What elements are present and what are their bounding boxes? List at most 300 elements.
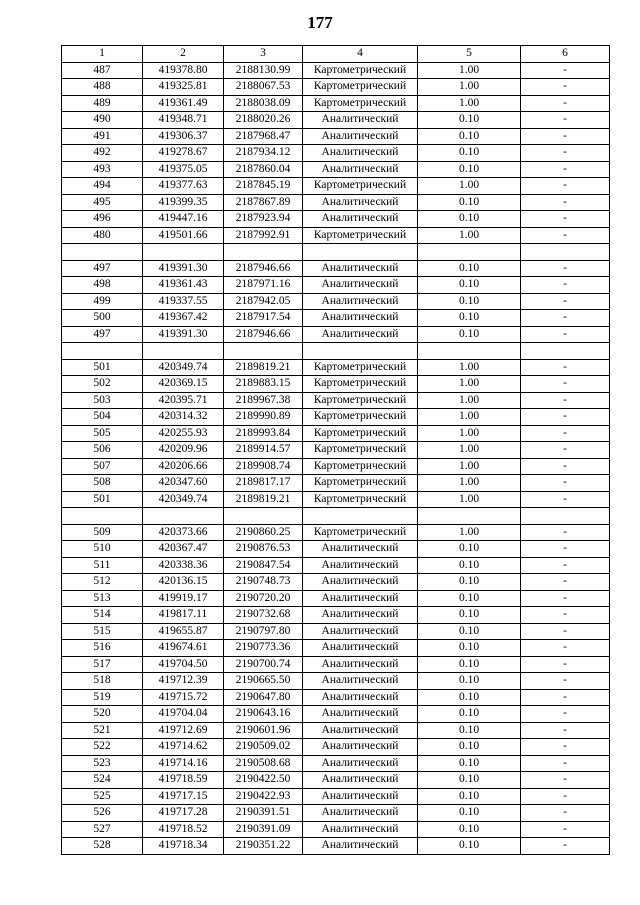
- point-number-cell: 499: [62, 293, 143, 310]
- accuracy-cell: 1.00: [418, 491, 521, 508]
- x-coordinate-cell: 419348.71: [143, 112, 224, 129]
- method-cell: Картометрический: [303, 475, 418, 492]
- method-cell: Аналитический: [303, 277, 418, 294]
- point-number-cell: 527: [62, 821, 143, 838]
- x-coordinate-cell: 419375.05: [143, 161, 224, 178]
- point-number-cell: 504: [62, 409, 143, 426]
- point-number-cell: 509: [62, 524, 143, 541]
- note-cell: -: [521, 62, 610, 79]
- method-cell: Картометрический: [303, 458, 418, 475]
- method-cell: [303, 508, 418, 525]
- note-cell: -: [521, 689, 610, 706]
- note-cell: -: [521, 211, 610, 228]
- column-header: 1: [62, 46, 143, 63]
- note-cell: -: [521, 656, 610, 673]
- x-coordinate-cell: 420314.32: [143, 409, 224, 426]
- y-coordinate-cell: 2187867.89: [224, 194, 303, 211]
- accuracy-cell: 0.10: [418, 590, 521, 607]
- table-row: [62, 244, 610, 261]
- table-row: [62, 326, 610, 343]
- point-number-cell: 502: [62, 376, 143, 393]
- y-coordinate-cell: 2189883.15: [224, 376, 303, 393]
- x-coordinate-cell: 420367.47: [143, 541, 224, 558]
- table-row: [62, 145, 610, 162]
- point-number-cell: 521: [62, 722, 143, 739]
- table-row: [62, 590, 610, 607]
- point-number-cell: 496: [62, 211, 143, 228]
- note-cell: -: [521, 392, 610, 409]
- x-coordinate-cell: 419399.35: [143, 194, 224, 211]
- x-coordinate-cell: 419718.52: [143, 821, 224, 838]
- table-row: [62, 359, 610, 376]
- point-number-cell: 516: [62, 640, 143, 657]
- point-number-cell: 525: [62, 788, 143, 805]
- note-cell: -: [521, 590, 610, 607]
- note-cell: -: [521, 145, 610, 162]
- coordinates-table: [61, 45, 610, 855]
- point-number-cell: 501: [62, 491, 143, 508]
- point-number-cell: [62, 244, 143, 261]
- table-row: [62, 458, 610, 475]
- x-coordinate-cell: 419704.50: [143, 656, 224, 673]
- method-cell: Аналитический: [303, 805, 418, 822]
- accuracy-cell: 0.10: [418, 722, 521, 739]
- x-coordinate-cell: 419325.81: [143, 79, 224, 96]
- note-cell: -: [521, 326, 610, 343]
- x-coordinate-cell: 419655.87: [143, 623, 224, 640]
- method-cell: Аналитический: [303, 640, 418, 657]
- note-cell: -: [521, 128, 610, 145]
- note-cell: -: [521, 458, 610, 475]
- table-row: [62, 722, 610, 739]
- method-cell: Аналитический: [303, 310, 418, 327]
- note-cell: -: [521, 194, 610, 211]
- table-row: [62, 95, 610, 112]
- x-coordinate-cell: 419717.15: [143, 788, 224, 805]
- accuracy-cell: 1.00: [418, 458, 521, 475]
- accuracy-cell: 1.00: [418, 376, 521, 393]
- method-cell: Аналитический: [303, 788, 418, 805]
- method-cell: Аналитический: [303, 838, 418, 855]
- column-header: 2: [143, 46, 224, 63]
- accuracy-cell: 0.10: [418, 211, 521, 228]
- y-coordinate-cell: 2187946.66: [224, 326, 303, 343]
- y-coordinate-cell: 2190422.50: [224, 772, 303, 789]
- accuracy-cell: 0.10: [418, 574, 521, 591]
- y-coordinate-cell: 2190732.68: [224, 607, 303, 624]
- column-header: 3: [224, 46, 303, 63]
- method-cell: Картометрический: [303, 178, 418, 195]
- point-number-cell: 517: [62, 656, 143, 673]
- accuracy-cell: 0.10: [418, 145, 521, 162]
- note-cell: -: [521, 161, 610, 178]
- y-coordinate-cell: 2187917.54: [224, 310, 303, 327]
- y-coordinate-cell: 2187934.12: [224, 145, 303, 162]
- method-cell: Аналитический: [303, 161, 418, 178]
- note-cell: -: [521, 755, 610, 772]
- point-number-cell: 523: [62, 755, 143, 772]
- note-cell: -: [521, 491, 610, 508]
- accuracy-cell: 1.00: [418, 524, 521, 541]
- y-coordinate-cell: 2187942.05: [224, 293, 303, 310]
- table-row: [62, 805, 610, 822]
- accuracy-cell: 0.10: [418, 112, 521, 129]
- x-coordinate-cell: 419278.67: [143, 145, 224, 162]
- note-cell: -: [521, 227, 610, 244]
- note-cell: -: [521, 623, 610, 640]
- table-row: [62, 656, 610, 673]
- accuracy-cell: 0.10: [418, 194, 521, 211]
- table-row: [62, 821, 610, 838]
- accuracy-cell: 1.00: [418, 392, 521, 409]
- method-cell: Аналитический: [303, 607, 418, 624]
- point-number-cell: 526: [62, 805, 143, 822]
- y-coordinate-cell: 2189993.84: [224, 425, 303, 442]
- note-cell: -: [521, 722, 610, 739]
- table-row: [62, 227, 610, 244]
- table-row: [62, 755, 610, 772]
- accuracy-cell: 0.10: [418, 277, 521, 294]
- method-cell: Аналитический: [303, 326, 418, 343]
- table-row: [62, 508, 610, 525]
- accuracy-cell: 1.00: [418, 442, 521, 459]
- point-number-cell: 493: [62, 161, 143, 178]
- x-coordinate-cell: 420349.74: [143, 359, 224, 376]
- table-row: [62, 128, 610, 145]
- table-row: [62, 178, 610, 195]
- table-row: [62, 343, 610, 360]
- point-number-cell: 488: [62, 79, 143, 96]
- x-coordinate-cell: 420255.93: [143, 425, 224, 442]
- method-cell: Картометрический: [303, 524, 418, 541]
- method-cell: Аналитический: [303, 128, 418, 145]
- accuracy-cell: 0.10: [418, 739, 521, 756]
- accuracy-cell: [418, 508, 521, 525]
- point-number-cell: 495: [62, 194, 143, 211]
- accuracy-cell: 0.10: [418, 260, 521, 277]
- y-coordinate-cell: 2190773.36: [224, 640, 303, 657]
- table-row: [62, 623, 610, 640]
- accuracy-cell: 1.00: [418, 227, 521, 244]
- accuracy-cell: 0.10: [418, 541, 521, 558]
- x-coordinate-cell: 419337.55: [143, 293, 224, 310]
- table-row: [62, 161, 610, 178]
- column-header: 6: [521, 46, 610, 63]
- y-coordinate-cell: 2190601.96: [224, 722, 303, 739]
- x-coordinate-cell: 419712.69: [143, 722, 224, 739]
- point-number-cell: 524: [62, 772, 143, 789]
- point-number-cell: 500: [62, 310, 143, 327]
- table-row: [62, 640, 610, 657]
- table-row: [62, 689, 610, 706]
- note-cell: -: [521, 541, 610, 558]
- x-coordinate-cell: 419704.04: [143, 706, 224, 723]
- y-coordinate-cell: 2189914.57: [224, 442, 303, 459]
- point-number-cell: 497: [62, 326, 143, 343]
- x-coordinate-cell: 420349.74: [143, 491, 224, 508]
- accuracy-cell: 0.10: [418, 788, 521, 805]
- point-number-cell: 491: [62, 128, 143, 145]
- method-cell: Аналитический: [303, 821, 418, 838]
- method-cell: Картометрический: [303, 425, 418, 442]
- table-row: [62, 293, 610, 310]
- y-coordinate-cell: 2187923.94: [224, 211, 303, 228]
- note-cell: -: [521, 260, 610, 277]
- method-cell: Аналитический: [303, 211, 418, 228]
- y-coordinate-cell: 2190847.54: [224, 557, 303, 574]
- note-cell: -: [521, 112, 610, 129]
- column-header: 5: [418, 46, 521, 63]
- y-coordinate-cell: 2190647.80: [224, 689, 303, 706]
- table-row: [62, 194, 610, 211]
- y-coordinate-cell: 2189819.21: [224, 491, 303, 508]
- y-coordinate-cell: 2187971.16: [224, 277, 303, 294]
- x-coordinate-cell: 420347.60: [143, 475, 224, 492]
- y-coordinate-cell: 2188067.53: [224, 79, 303, 96]
- table-row: [62, 79, 610, 96]
- method-cell: Аналитический: [303, 722, 418, 739]
- x-coordinate-cell: 419717.28: [143, 805, 224, 822]
- note-cell: -: [521, 376, 610, 393]
- accuracy-cell: 0.10: [418, 161, 521, 178]
- note-cell: -: [521, 706, 610, 723]
- page-number: 177: [307, 13, 333, 32]
- x-coordinate-cell: 419361.43: [143, 277, 224, 294]
- x-coordinate-cell: 419714.62: [143, 739, 224, 756]
- accuracy-cell: 1.00: [418, 95, 521, 112]
- y-coordinate-cell: 2190391.09: [224, 821, 303, 838]
- note-cell: -: [521, 79, 610, 96]
- point-number-cell: 511: [62, 557, 143, 574]
- accuracy-cell: 0.10: [418, 821, 521, 838]
- table-row: [62, 557, 610, 574]
- point-number-cell: 514: [62, 607, 143, 624]
- x-coordinate-cell: 419306.37: [143, 128, 224, 145]
- method-cell: Картометрический: [303, 227, 418, 244]
- accuracy-cell: 1.00: [418, 475, 521, 492]
- y-coordinate-cell: 2188020.26: [224, 112, 303, 129]
- accuracy-cell: 0.10: [418, 293, 521, 310]
- y-coordinate-cell: 2190422.93: [224, 788, 303, 805]
- x-coordinate-cell: 419367.42: [143, 310, 224, 327]
- point-number-cell: 489: [62, 95, 143, 112]
- note-cell: [521, 343, 610, 360]
- y-coordinate-cell: 2189967.38: [224, 392, 303, 409]
- accuracy-cell: 0.10: [418, 772, 521, 789]
- y-coordinate-cell: 2189819.21: [224, 359, 303, 376]
- method-cell: Аналитический: [303, 706, 418, 723]
- point-number-cell: 506: [62, 442, 143, 459]
- method-cell: Аналитический: [303, 623, 418, 640]
- accuracy-cell: 0.10: [418, 310, 521, 327]
- point-number-cell: 494: [62, 178, 143, 195]
- method-cell: Картометрический: [303, 95, 418, 112]
- accuracy-cell: 0.10: [418, 623, 521, 640]
- point-number-cell: 519: [62, 689, 143, 706]
- method-cell: [303, 244, 418, 261]
- accuracy-cell: 0.10: [418, 557, 521, 574]
- point-number-cell: 503: [62, 392, 143, 409]
- note-cell: -: [521, 607, 610, 624]
- y-coordinate-cell: 2188038.09: [224, 95, 303, 112]
- y-coordinate-cell: 2190720.20: [224, 590, 303, 607]
- note-cell: -: [521, 838, 610, 855]
- method-cell: Картометрический: [303, 62, 418, 79]
- note-cell: -: [521, 409, 610, 426]
- method-cell: Аналитический: [303, 112, 418, 129]
- method-cell: Картометрический: [303, 376, 418, 393]
- method-cell: Аналитический: [303, 739, 418, 756]
- method-cell: Аналитический: [303, 656, 418, 673]
- note-cell: [521, 508, 610, 525]
- method-cell: Картометрический: [303, 409, 418, 426]
- y-coordinate-cell: 2187946.66: [224, 260, 303, 277]
- note-cell: -: [521, 673, 610, 690]
- accuracy-cell: 0.10: [418, 128, 521, 145]
- x-coordinate-cell: [143, 508, 224, 525]
- method-cell: Аналитический: [303, 541, 418, 558]
- note-cell: -: [521, 788, 610, 805]
- y-coordinate-cell: 2187845.19: [224, 178, 303, 195]
- x-coordinate-cell: 419718.34: [143, 838, 224, 855]
- table-row: [62, 310, 610, 327]
- x-coordinate-cell: 419501.66: [143, 227, 224, 244]
- method-cell: Аналитический: [303, 673, 418, 690]
- x-coordinate-cell: 419391.30: [143, 326, 224, 343]
- method-cell: Аналитический: [303, 557, 418, 574]
- y-coordinate-cell: 2187860.04: [224, 161, 303, 178]
- point-number-cell: 490: [62, 112, 143, 129]
- y-coordinate-cell: 2190509.02: [224, 739, 303, 756]
- point-number-cell: [62, 508, 143, 525]
- x-coordinate-cell: 420369.15: [143, 376, 224, 393]
- accuracy-cell: 1.00: [418, 62, 521, 79]
- x-coordinate-cell: [143, 343, 224, 360]
- method-cell: Картометрический: [303, 79, 418, 96]
- note-cell: -: [521, 524, 610, 541]
- accuracy-cell: 0.10: [418, 805, 521, 822]
- x-coordinate-cell: 420136.15: [143, 574, 224, 591]
- x-coordinate-cell: 419712.39: [143, 673, 224, 690]
- x-coordinate-cell: 419919.17: [143, 590, 224, 607]
- note-cell: -: [521, 178, 610, 195]
- method-cell: [303, 343, 418, 360]
- note-cell: -: [521, 359, 610, 376]
- note-cell: -: [521, 277, 610, 294]
- table-row: [62, 772, 610, 789]
- y-coordinate-cell: 2187968.47: [224, 128, 303, 145]
- y-coordinate-cell: 2188130.99: [224, 62, 303, 79]
- table-row: [62, 574, 610, 591]
- note-cell: -: [521, 805, 610, 822]
- note-cell: -: [521, 739, 610, 756]
- x-coordinate-cell: 419377.63: [143, 178, 224, 195]
- accuracy-cell: 0.10: [418, 640, 521, 657]
- x-coordinate-cell: 420209.96: [143, 442, 224, 459]
- point-number-cell: 528: [62, 838, 143, 855]
- point-number-cell: 508: [62, 475, 143, 492]
- method-cell: Картометрический: [303, 359, 418, 376]
- method-cell: Картометрический: [303, 491, 418, 508]
- note-cell: -: [521, 475, 610, 492]
- x-coordinate-cell: 420206.66: [143, 458, 224, 475]
- x-coordinate-cell: 419715.72: [143, 689, 224, 706]
- method-cell: Аналитический: [303, 772, 418, 789]
- table-row: [62, 838, 610, 855]
- table-row: [62, 673, 610, 690]
- point-number-cell: 505: [62, 425, 143, 442]
- point-number-cell: 497: [62, 260, 143, 277]
- y-coordinate-cell: 2187992.91: [224, 227, 303, 244]
- method-cell: Аналитический: [303, 260, 418, 277]
- accuracy-cell: 1.00: [418, 178, 521, 195]
- table-row: [62, 211, 610, 228]
- method-cell: Аналитический: [303, 689, 418, 706]
- accuracy-cell: 1.00: [418, 409, 521, 426]
- x-coordinate-cell: 419361.49: [143, 95, 224, 112]
- accuracy-cell: 0.10: [418, 838, 521, 855]
- y-coordinate-cell: 2189908.74: [224, 458, 303, 475]
- point-number-cell: 520: [62, 706, 143, 723]
- table-row: [62, 491, 610, 508]
- note-cell: -: [521, 95, 610, 112]
- accuracy-cell: 1.00: [418, 359, 521, 376]
- accuracy-cell: 0.10: [418, 607, 521, 624]
- column-header: 4: [303, 46, 418, 63]
- point-number-cell: [62, 343, 143, 360]
- table-row: [62, 425, 610, 442]
- y-coordinate-cell: 2190860.25: [224, 524, 303, 541]
- x-coordinate-cell: 419378.80: [143, 62, 224, 79]
- point-number-cell: 492: [62, 145, 143, 162]
- table-row: [62, 524, 610, 541]
- x-coordinate-cell: 419674.61: [143, 640, 224, 657]
- y-coordinate-cell: 2189990.89: [224, 409, 303, 426]
- point-number-cell: 512: [62, 574, 143, 591]
- table-row: [62, 277, 610, 294]
- accuracy-cell: 0.10: [418, 656, 521, 673]
- point-number-cell: 510: [62, 541, 143, 558]
- y-coordinate-cell: 2190797.80: [224, 623, 303, 640]
- table-row: [62, 739, 610, 756]
- point-number-cell: 518: [62, 673, 143, 690]
- y-coordinate-cell: 2190876.53: [224, 541, 303, 558]
- x-coordinate-cell: 419447.16: [143, 211, 224, 228]
- y-coordinate-cell: 2190508.68: [224, 755, 303, 772]
- x-coordinate-cell: 420395.71: [143, 392, 224, 409]
- x-coordinate-cell: 420338.36: [143, 557, 224, 574]
- table-row: [62, 541, 610, 558]
- accuracy-cell: 0.10: [418, 755, 521, 772]
- point-number-cell: 522: [62, 739, 143, 756]
- note-cell: -: [521, 310, 610, 327]
- method-cell: Аналитический: [303, 194, 418, 211]
- table-row: [62, 442, 610, 459]
- table-row: [62, 112, 610, 129]
- note-cell: -: [521, 442, 610, 459]
- table-body: [62, 62, 610, 854]
- y-coordinate-cell: [224, 244, 303, 261]
- y-coordinate-cell: 2189817.17: [224, 475, 303, 492]
- x-coordinate-cell: 420373.66: [143, 524, 224, 541]
- table-row: [62, 62, 610, 79]
- accuracy-cell: 0.10: [418, 706, 521, 723]
- method-cell: Аналитический: [303, 590, 418, 607]
- method-cell: Аналитический: [303, 574, 418, 591]
- note-cell: [521, 244, 610, 261]
- note-cell: -: [521, 574, 610, 591]
- accuracy-cell: 1.00: [418, 79, 521, 96]
